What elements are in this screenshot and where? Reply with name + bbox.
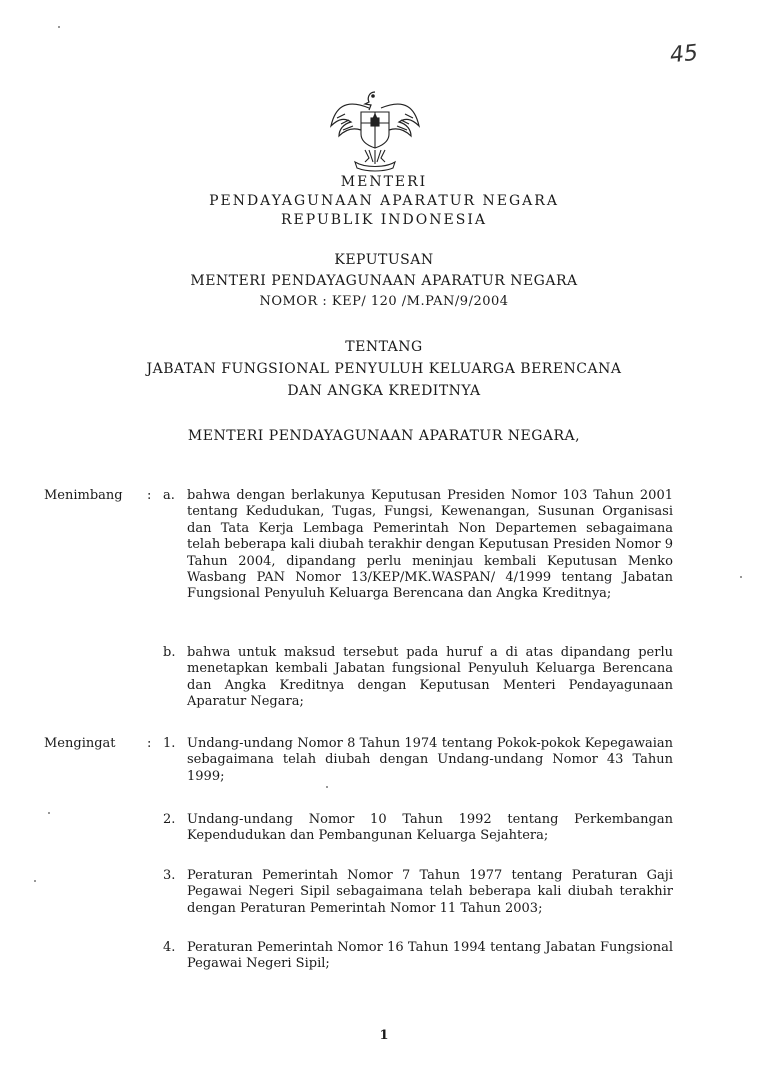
item-text: bahwa untuk maksud tersebut pada huruf a di atas dipandang perlu menetapkan kembali Jabatan fungsional Penyuluh Keluarga Berencana dan Angka Kreditnya dengan Keputusan Menteri Pendayagunaan Aparatur Negara; (187, 645, 673, 710)
menimbang-label: Menimbang (44, 488, 123, 503)
scan-speck (326, 786, 328, 788)
item-text: bahwa dengan berlakunya Keputusan Presiden Nomor 103 Tahun 2001 tentang Kedudukan, Tugas, Fungsi, Kewenangan, Susunan Organisasi dan Tata Kerja Lembaga Pemerintah Non Departemen sebagaimana telah beberapa kali diubah terakhir dengan Keputusan Presiden Nomor 9 Tahun 2004, dipandang perlu meninjau kembali Keputusan Menko Wasbang PAN Nomor 13/KEP/MK.WASPAN/ 4/1999 tentang Jabatan Fungsional Penyuluh Keluarga Berencana dan Angka Kreditnya; (187, 488, 673, 602)
mengingat-label: Mengingat (44, 736, 116, 751)
mengingat-item-1 (163, 736, 673, 785)
item-text: Peraturan Pemerintah Nomor 16 Tahun 1994 tentang Jabatan Fungsional Pegawai Negeri Sipil; (187, 940, 673, 972)
issuer-heading: MENTERI PENDAYAGUNAAN APARATUR NEGARA, (187, 428, 581, 444)
item-marker: a. (163, 488, 175, 503)
decree-issuer: MENTERI PENDAYAGUNAAN APARATUR NEGARA (190, 273, 578, 289)
item-marker: 1. (163, 736, 176, 751)
subject-line1: JABATAN FUNGSIONAL PENYULUH KELUARGA BERENCANA (146, 361, 622, 377)
item-text: Undang-undang Nomor 10 Tahun 1992 tentang Perkembangan Kependudukan dan Pembangunan Keluarga Sejahtera; (187, 812, 673, 844)
menimbang-colon: : (147, 488, 152, 503)
mengingat-item-4 (163, 940, 673, 973)
ministry-header-line2: PENDAYAGUNAAN APARATUR NEGARA (209, 193, 559, 209)
menimbang-item-b (163, 645, 673, 711)
garuda-emblem-icon (325, 78, 425, 173)
tentang-label: TENTANG (345, 339, 423, 355)
mengingat-item-3 (163, 868, 673, 917)
mengingat-item-2 (163, 812, 673, 845)
handwritten-page-number: 45 (668, 40, 700, 69)
scan-speck (34, 880, 36, 882)
decree-number: NOMOR : KEP/ 120 /M.PAN/9/2004 (259, 294, 509, 309)
scan-speck (740, 576, 742, 578)
item-marker: b. (163, 645, 176, 660)
decree-title: KEPUTUSAN (334, 252, 434, 268)
item-text: Peraturan Pemerintah Nomor 7 Tahun 1977 tentang Peraturan Gaji Pegawai Negeri Sipil sebagaimana telah beberapa kali diubah terakhir dengan Peraturan Pemerintah Nomor 11 Tahun 2003; (187, 868, 673, 916)
item-marker: 4. (163, 940, 176, 955)
ministry-header-line1: MENTERI (340, 174, 428, 190)
item-marker: 3. (163, 868, 176, 883)
page-number: 1 (379, 1028, 389, 1043)
ministry-header-line3: REPUBLIK INDONESIA (281, 212, 487, 228)
menimbang-item-a (163, 488, 673, 603)
mengingat-colon: : (147, 736, 152, 751)
scan-speck (48, 812, 50, 814)
subject-line2: DAN ANGKA KREDITNYA (287, 383, 481, 399)
scan-speck (58, 26, 60, 28)
item-marker: 2. (163, 812, 176, 827)
item-text: Undang-undang Nomor 8 Tahun 1974 tentang Pokok-pokok Kepegawaian sebagaimana telah diubah dengan Undang-undang Nomor 43 Tahun 1999; (187, 736, 673, 784)
